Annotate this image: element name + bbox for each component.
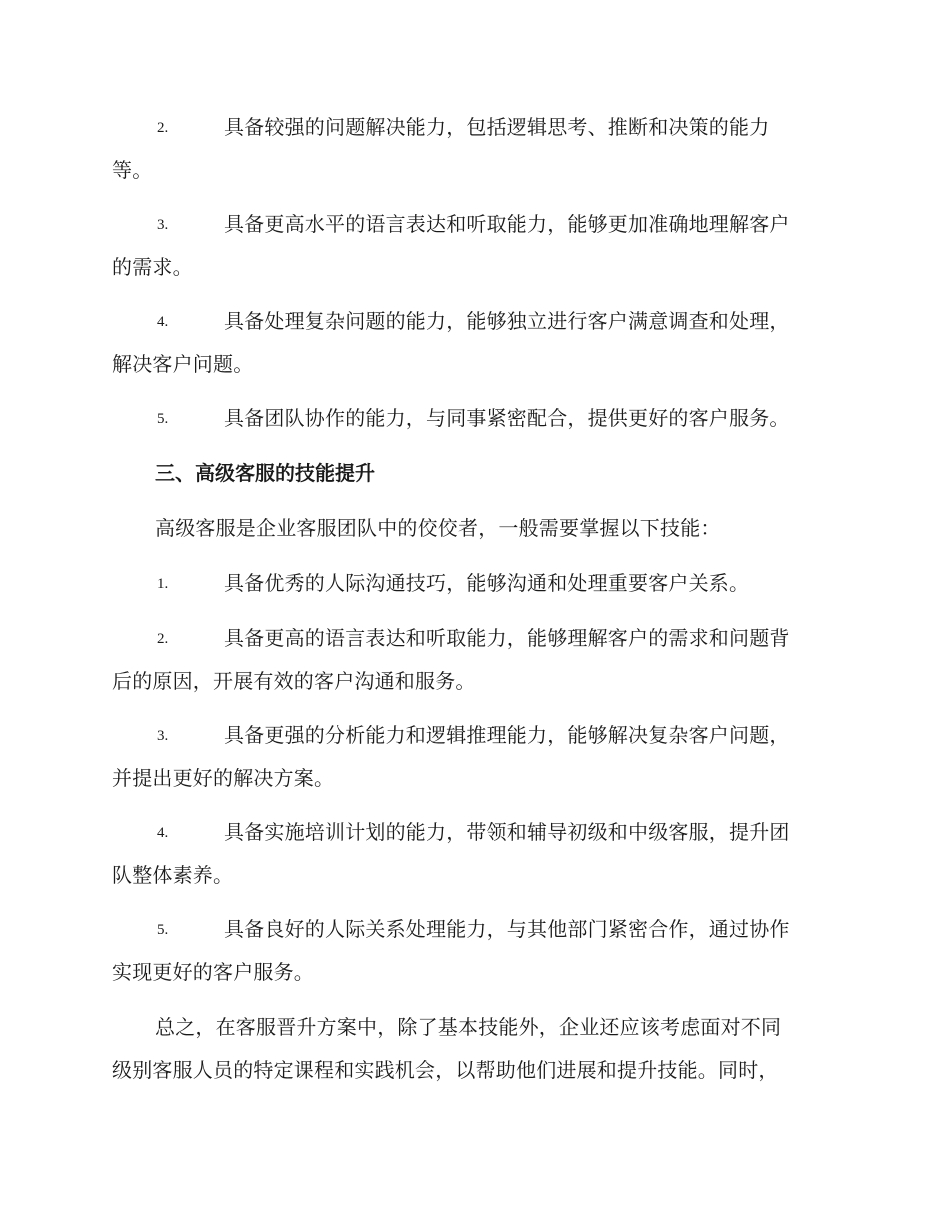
list-item-text-continued: 解决客户问题。 [112, 352, 254, 376]
intro-paragraph: 高级客服是企业客服团队中的佼佼者，一般需要掌握以下技能： [155, 516, 721, 540]
list-item-text-continued: 实现更好的客户服务。 [112, 960, 314, 984]
list-item-number: 2. [157, 631, 169, 647]
list-item-text: 具备更高的语言表达和听取能力，能够理解客户的需求和问题背 [224, 626, 790, 650]
list-item-text-continued: 队整体素养。 [112, 863, 234, 887]
list-item-number: 3. [157, 217, 169, 233]
list-item-text: 具备团队协作的能力，与同事紧密配合，提供更好的客户服务。 [224, 406, 790, 430]
conclusion-paragraph-continued: 级别客服人员的特定课程和实践机会，以帮助他们进展和提升技能。同时， [112, 1058, 779, 1082]
list-item-text: 具备更高水平的语言表达和听取能力，能够更加准确地理解客户 [224, 212, 790, 236]
list-item-text: 具备较强的问题解决能力，包括逻辑思考、推断和决策的能力 [224, 115, 770, 139]
conclusion-paragraph: 总之，在客服晋升方案中，除了基本技能外，企业还应该考虑面对不同 [155, 1015, 782, 1039]
list-item-number: 2. [157, 120, 169, 136]
list-item-text: 具备处理复杂问题的能力，能够独立进行客户满意调查和处理， [224, 309, 790, 333]
list-item-text-continued: 并提出更好的解决方案。 [112, 766, 335, 790]
list-item-number: 3. [157, 728, 169, 744]
list-item-text-continued: 后的原因，开展有效的客户沟通和服务。 [112, 669, 476, 693]
list-item-text-continued: 等。 [112, 158, 153, 182]
list-item-number: 4. [157, 825, 169, 841]
list-item-number: 4. [157, 314, 169, 330]
section-heading: 三、高级客服的技能提升 [155, 461, 375, 485]
list-item-text: 具备实施培训计划的能力，带领和辅导初级和中级客服，提升团 [224, 820, 790, 844]
list-item-number: 5. [157, 922, 169, 938]
list-item-text-continued: 的需求。 [112, 255, 193, 279]
list-item-text: 具备优秀的人际沟通技巧，能够沟通和处理重要客户关系。 [224, 571, 750, 595]
list-item-number: 1. [157, 576, 169, 592]
list-item-text: 具备更强的分析能力和逻辑推理能力，能够解决复杂客户问题， [224, 723, 790, 747]
list-item-number: 5. [157, 411, 169, 427]
list-item-text: 具备良好的人际关系处理能力，与其他部门紧密合作，通过协作 [224, 917, 790, 941]
